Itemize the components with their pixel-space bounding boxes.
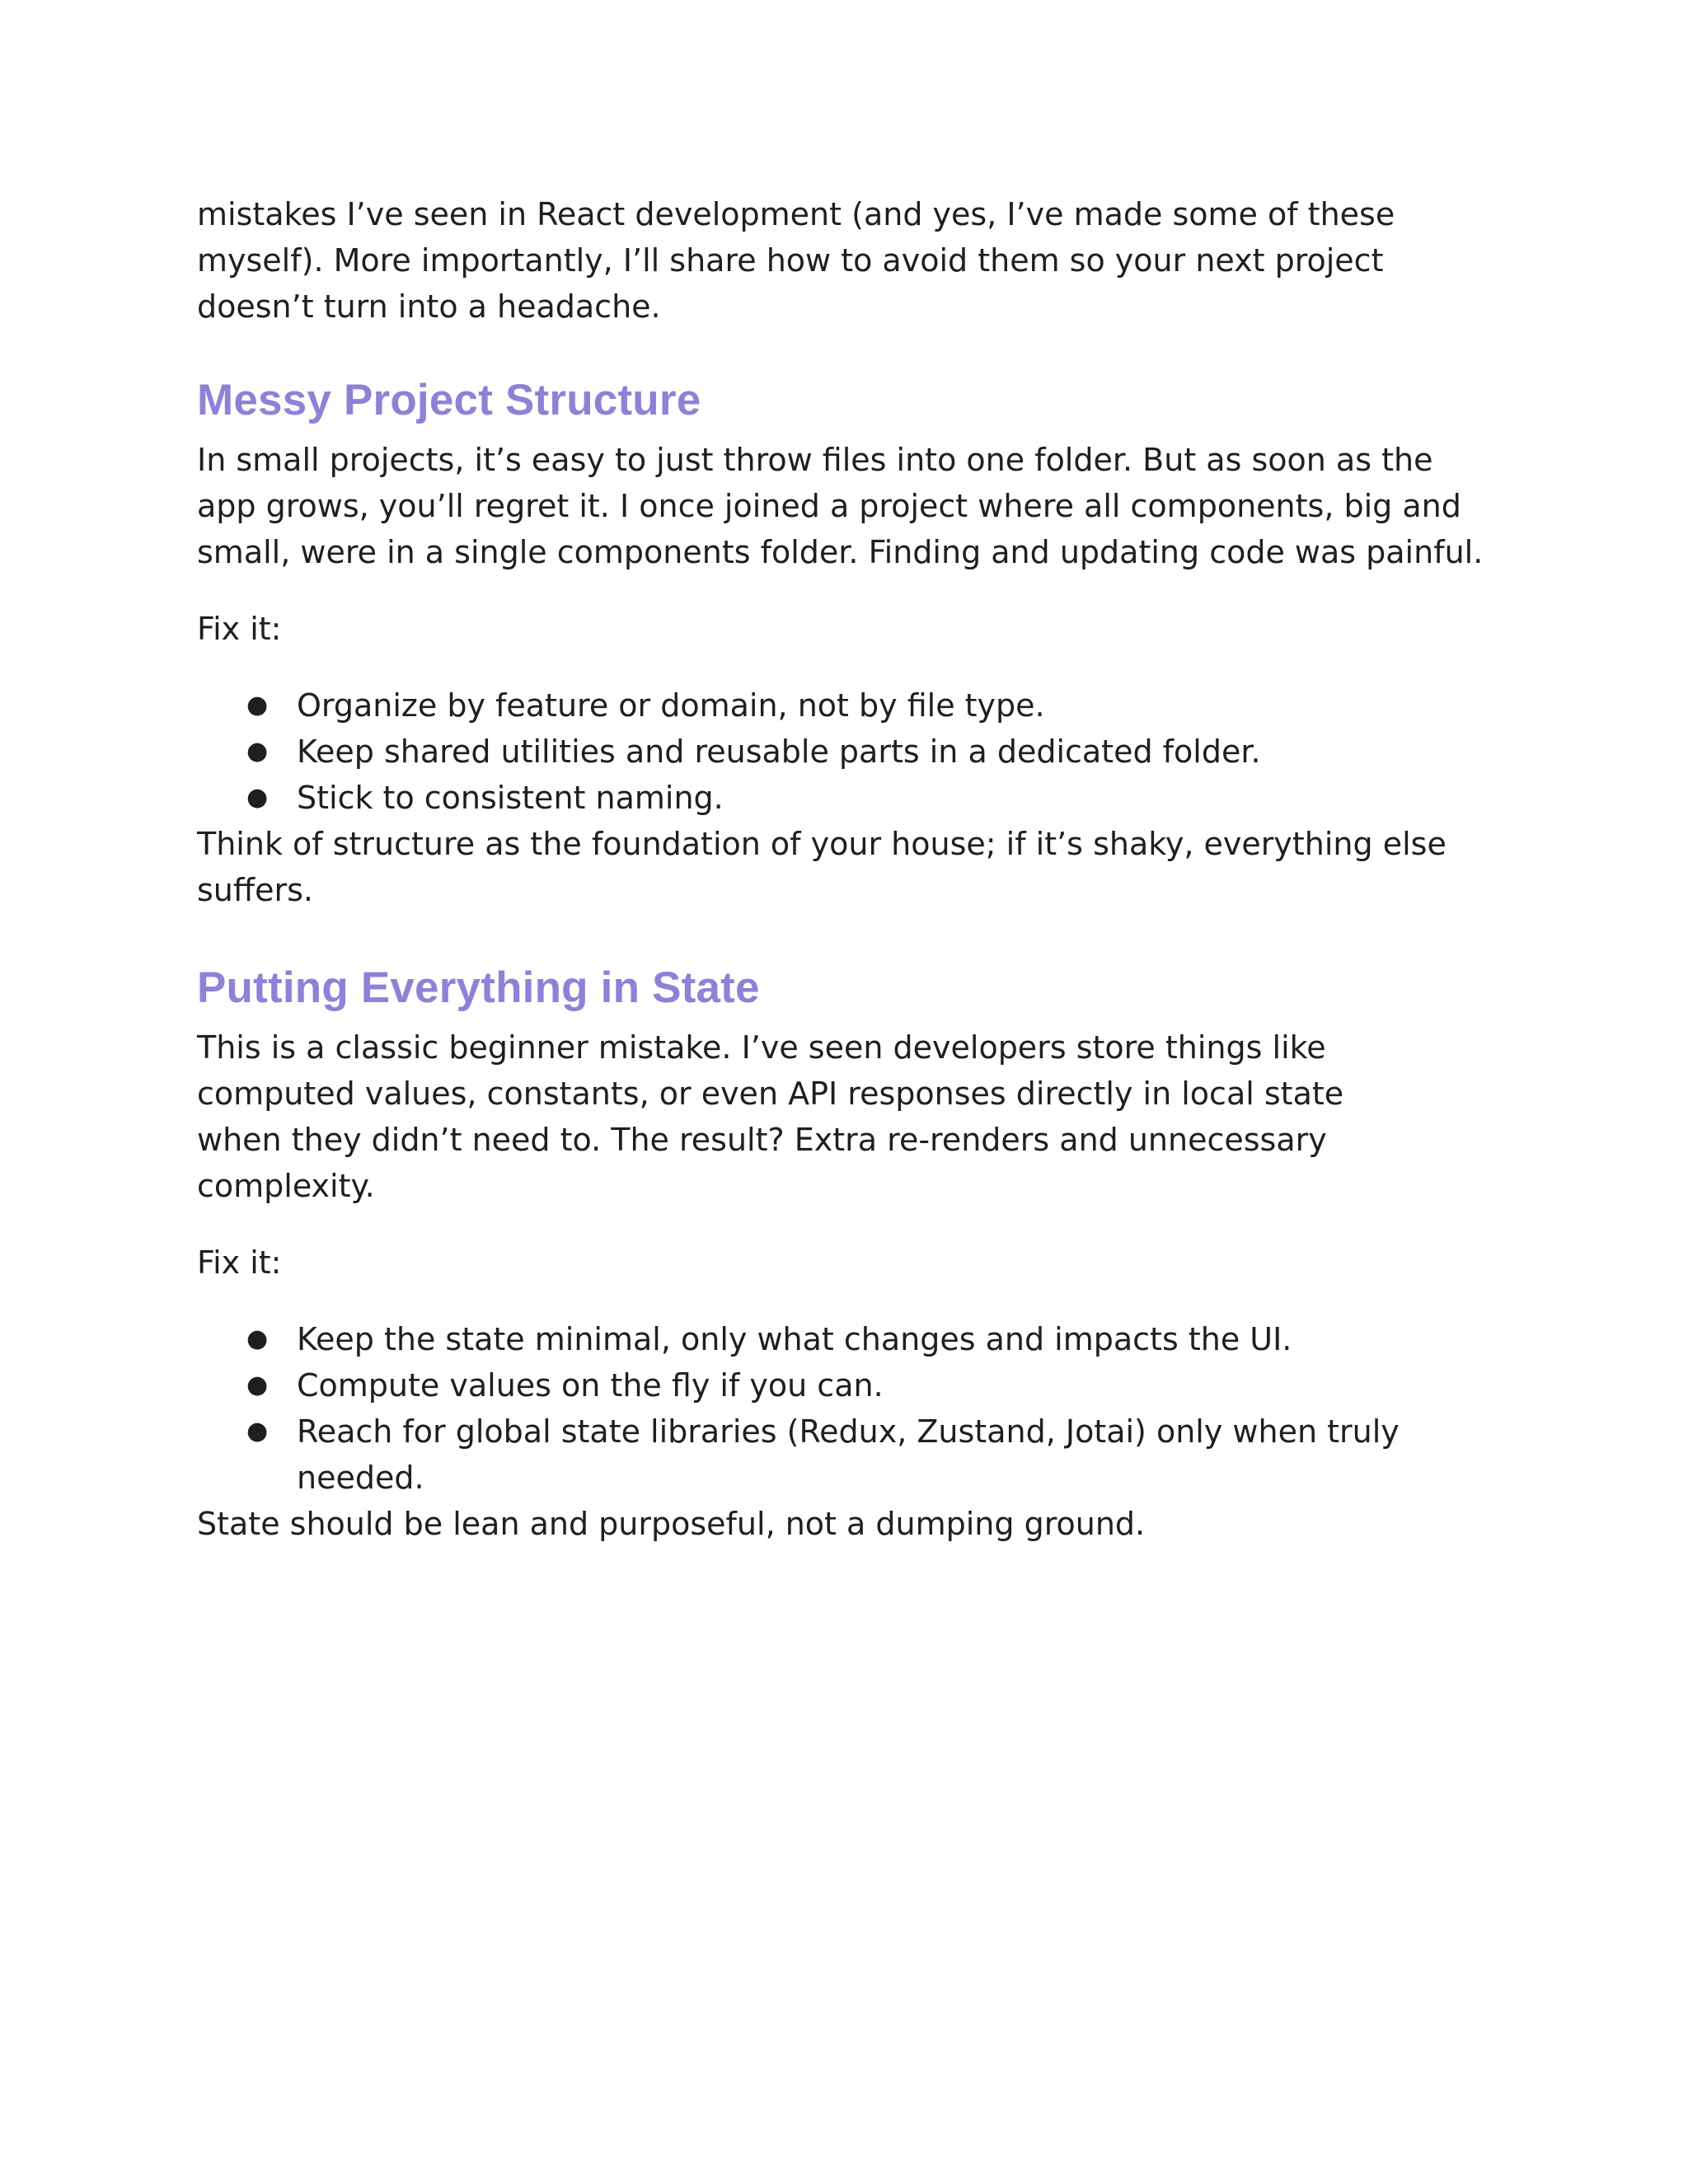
bullet-icon: ● xyxy=(246,691,269,719)
bullet-icon: ● xyxy=(246,783,269,812)
list-item-text: Reach for global state libraries (Redux, Zustand, Jotai) only when truly needed. xyxy=(297,1413,1400,1496)
fix-it-label: Fix it: xyxy=(197,1244,282,1281)
list-item-text: Keep shared utilities and reusable parts in a dedicated folder. xyxy=(297,733,1261,770)
section-closing-paragraph: State should be lean and purposeful, not a dumping ground. xyxy=(197,1506,1146,1542)
bullet-icon: ● xyxy=(246,1371,269,1399)
section-body-paragraph: In small projects, it’s easy to just throw files into one folder. But as soon as the app grows, you’ll regret it. I once joined a project where all components, big and small, were in a single components folder. Finding and updating code was painful. xyxy=(197,442,1484,570)
bullet-icon: ● xyxy=(246,1324,269,1353)
fix-it-label: Fix it: xyxy=(197,611,282,647)
list-item-text: Compute values on the fly if you can. xyxy=(297,1367,884,1404)
section-heading-messy-project-structure: Messy Project Structure xyxy=(197,376,701,424)
document-content xyxy=(197,191,1499,1547)
bullet-icon: ● xyxy=(246,1417,269,1446)
bullet-icon: ● xyxy=(246,737,269,766)
list-item xyxy=(197,1362,1499,1408)
section-closing-paragraph: Think of structure as the foundation of your house; if it’s shaky, everything else suffers. xyxy=(197,826,1447,908)
list-item-text: Organize by feature or domain, not by file type. xyxy=(297,687,1045,724)
list-item-text: Stick to consistent naming. xyxy=(297,780,724,816)
fix-it-list xyxy=(197,682,1499,821)
section-heading-putting-everything-in-state: Putting Everything in State xyxy=(197,963,760,1012)
intro-paragraph: mistakes I’ve seen in React development (and yes, I’ve made some of these myself). More importantly, I’ll share how to avoid them so your next project doesn’t turn into a headache. xyxy=(197,196,1395,325)
list-item xyxy=(197,1408,1467,1501)
list-item-text: Keep the state minimal, only what changes and impacts the UI. xyxy=(297,1321,1292,1357)
section-body-paragraph: This is a classic beginner mistake. I’ve seen developers store things like computed values, constants, or even API responses directly in local state when they didn’t need to. The result? Extra re-renders and unnecessary complexity. xyxy=(197,1029,1344,1204)
list-item xyxy=(197,1316,1499,1362)
fix-it-list xyxy=(197,1316,1499,1501)
list-item xyxy=(197,729,1499,775)
list-item xyxy=(197,682,1499,729)
list-item xyxy=(197,775,1499,821)
